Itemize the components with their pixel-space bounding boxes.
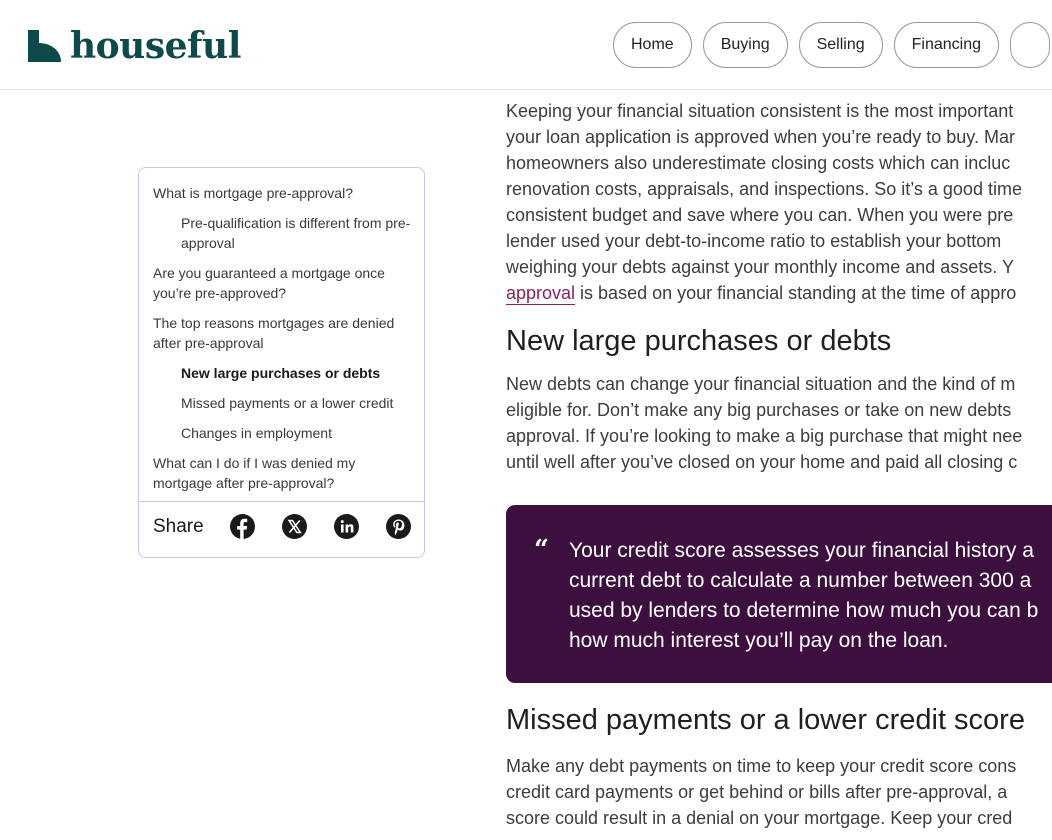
nav-more[interactable]	[1010, 22, 1050, 68]
toc-divider	[139, 501, 424, 502]
nav-home[interactable]: Home	[613, 22, 692, 68]
article-body-lower	[506, 702, 1052, 831]
share-label: Share	[153, 515, 204, 537]
quote-line: current debt to calculate a number between 300 a	[569, 569, 1032, 592]
nav-buying[interactable]: Buying	[703, 22, 788, 68]
main-nav	[613, 22, 1050, 68]
paragraph-line: renovation costs, appraisals, and inspections. So it’s a good time	[506, 179, 1022, 199]
paragraph-line: New debts can change your financial situation and the kind of m	[506, 374, 1016, 394]
paragraph-line: lender used your debt-to-income ratio to establish your bottom	[506, 231, 1002, 251]
toc-item-guaranteed[interactable]: Are you guaranteed a mortgage once you’re pre-approved?	[153, 265, 385, 301]
paragraph-line: score could result in a denial on your mortgage. Keep your cred	[506, 808, 1013, 828]
paragraph-text: is based on your financial standing at the time of appro	[575, 283, 1017, 303]
toc-item-what-is-preapproval[interactable]: What is mortgage pre-approval?	[153, 185, 353, 201]
x-icon[interactable]	[282, 514, 307, 539]
toc-item-new-purchases[interactable]: New large purchases or debts	[181, 365, 381, 381]
paragraph-line: credit card payments or get behind or bills after pre-approval, a	[506, 782, 1008, 802]
logo[interactable]	[28, 25, 241, 67]
intro-paragraph	[506, 98, 1052, 306]
paragraph-line: homeowners also underestimate closing costs which can incluc	[506, 153, 1011, 173]
pull-quote	[506, 505, 1052, 683]
houseful-logo-icon	[28, 30, 62, 62]
missed-payments-paragraph	[506, 753, 1052, 831]
toc-list	[139, 168, 424, 493]
facebook-icon[interactable]	[230, 514, 255, 539]
paragraph-line: weighing your debts against your monthly income and assets. Y	[506, 257, 1014, 277]
toc-item-prequalification[interactable]: Pre-qualification is different from pre-approval	[181, 215, 411, 251]
section-heading-new-purchases: New large purchases or debts	[506, 325, 892, 357]
nav-selling[interactable]: Selling	[799, 22, 883, 68]
paragraph-line: consistent budget and save where you can. When you were pre	[506, 205, 1014, 225]
table-of-contents	[138, 167, 425, 558]
purchases-paragraph	[506, 371, 1052, 475]
section-heading-missed-payments: Missed payments or a lower credit score	[506, 704, 1025, 736]
paragraph-line: Keeping your financial situation consistent is the most important	[506, 101, 1014, 121]
paragraph-line: approval. If you’re looking to make a big purchase that might nee	[506, 426, 1023, 446]
logo-wordmark: houseful	[70, 25, 241, 67]
preapproval-link[interactable]: approval	[506, 283, 576, 303]
site-header	[0, 0, 1052, 90]
paragraph-line: until well after you’ve closed on your home and paid all closing c	[506, 452, 1018, 472]
toc-item-employment[interactable]: Changes in employment	[181, 425, 332, 441]
paragraph-line: your loan application is approved when you’re ready to buy. Mar	[506, 127, 1015, 147]
quote-line: used by lenders to determine how much you can b	[569, 599, 1039, 622]
quote-line: Your credit score assesses your financial history a	[569, 539, 1034, 562]
quote-mark-icon: “	[534, 535, 549, 565]
toc-item-denied[interactable]: What can I do if I was denied my mortgage after pre-approval?	[153, 455, 356, 491]
linkedin-icon[interactable]	[334, 514, 359, 539]
paragraph-line	[506, 280, 1052, 306]
toc-item-missed-payments[interactable]: Missed payments or a lower credit	[181, 395, 394, 411]
quote-line: how much interest you’ll pay on the loan.	[569, 629, 949, 652]
nav-financing[interactable]: Financing	[894, 22, 999, 68]
toc-item-top-reasons[interactable]: The top reasons mortgages are denied after pre-approval	[153, 315, 395, 351]
article-body	[506, 98, 1052, 475]
pinterest-icon[interactable]	[386, 514, 411, 539]
share-bar	[153, 514, 438, 539]
quote-text	[569, 536, 1038, 656]
paragraph-line: eligible for. Don’t make any big purchases or take on new debts	[506, 400, 1012, 420]
paragraph-line: Make any debt payments on time to keep your credit score cons	[506, 756, 1017, 776]
